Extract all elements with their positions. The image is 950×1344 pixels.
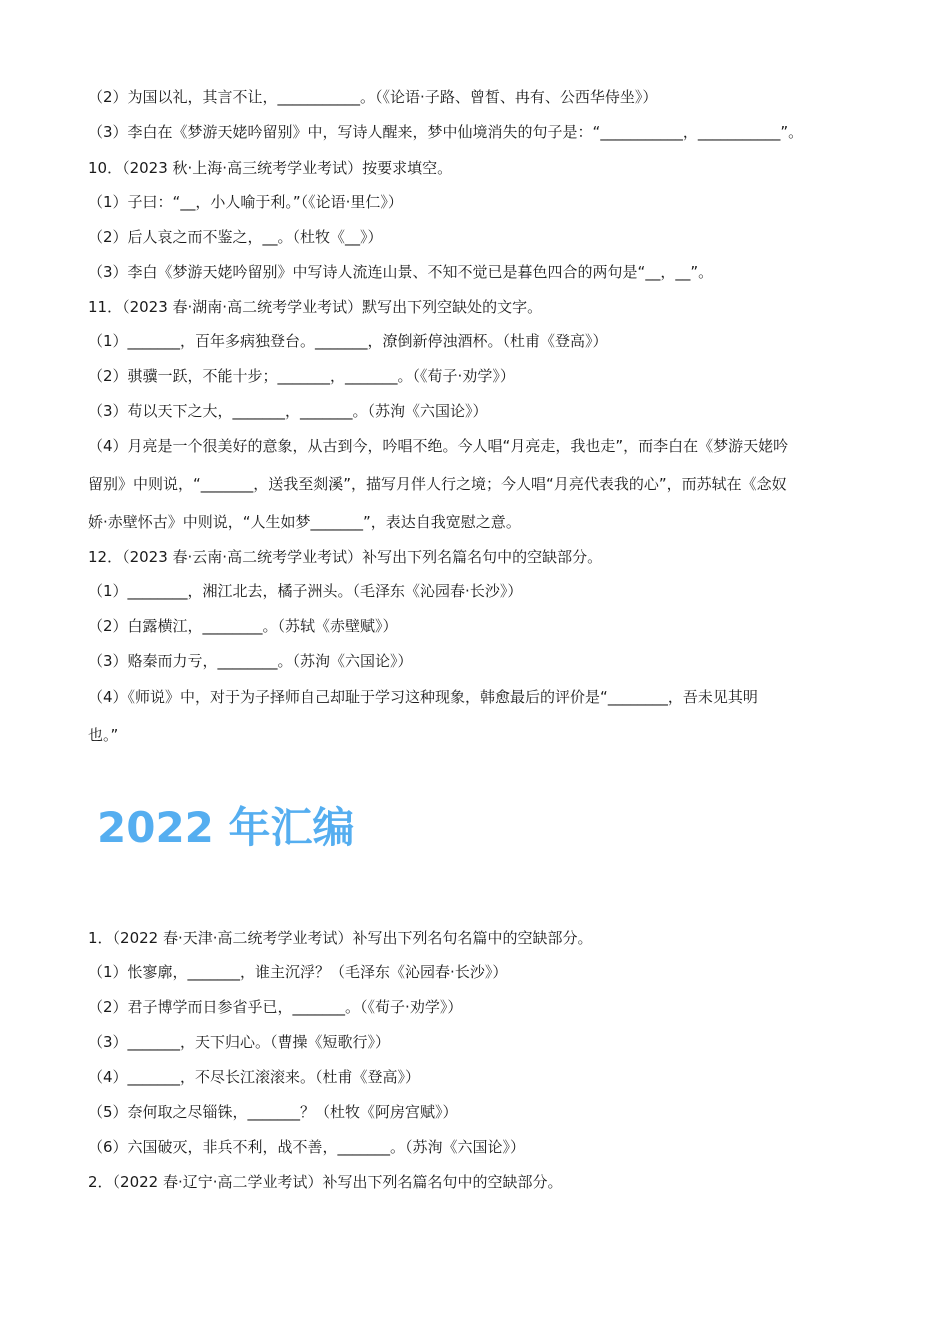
text-line: 留别》中则说，“_______，送我至剡溪”，描写月伴人行之境；今人唱“月亮代表我的心”，而苏轼在《念奴 bbox=[88, 475, 787, 493]
section-heading: 2022 年汇编 bbox=[97, 803, 355, 852]
text-line: （2）君子博学而日参省乎已，_______。（《荀子·劝学》） bbox=[88, 998, 463, 1016]
question-heading: 2．（2022 春·辽宁·高二学业考试）补写出下列名篇名句中的空缺部分。 bbox=[88, 1173, 563, 1191]
text-line: （3）赂秦而力亏，________。（苏洵《六国论》） bbox=[88, 652, 413, 670]
text-line: （3）李白《梦游天姥吟留别》中写诗人流连山景、不知不觉已是暮色四合的两句是“__，__”。 bbox=[88, 263, 714, 281]
question-heading: 1．（2022 春·天津·高二统考学业考试）补写出下列名句名篇中的空缺部分。 bbox=[88, 929, 593, 947]
text-line: （4）月亮是一个很美好的意象，从古到今，吟唱不绝。今人唱“月亮走，我也走”，而李白在《梦游天姥吟 bbox=[88, 437, 789, 455]
text-line: 娇·赤壁怀古》中则说，“人生如梦_______”，表达自我宽慰之意。 bbox=[88, 513, 521, 531]
text-line: （5）奈何取之尽锱铢，_______？（杜牧《阿房宫赋》） bbox=[88, 1103, 458, 1121]
text-line: （3）李白在《梦游天姥吟留别》中，写诗人醒来，梦中仙境消失的句子是：“___________，___________”。 bbox=[88, 123, 804, 141]
question-heading: 11．（2023 春·湖南·高二统考学业考试）默写出下列空缺处的文字。 bbox=[88, 298, 543, 316]
question-heading: 12．（2023 春·云南·高二统考学业考试）补写出下列名篇名句中的空缺部分。 bbox=[88, 548, 603, 566]
text-line: （2）白露横江，________。（苏轼《赤壁赋》） bbox=[88, 617, 398, 635]
text-line: （2）为国以礼，其言不让，___________。（《论语·子路、曾皙、冉有、公西华侍坐》） bbox=[88, 88, 658, 106]
text-line: （2）骐骥一跃，不能十步；_______，_______。（《荀子·劝学》） bbox=[88, 367, 515, 385]
text-line: （6）六国破灭，非兵不利，战不善，_______。（苏洵《六国论》） bbox=[88, 1138, 526, 1156]
text-line: （3）苟以天下之大，_______，_______。（苏洵《六国论》） bbox=[88, 402, 488, 420]
text-line: （4）_______，不尽长江滚滚来。（杜甫《登高》） bbox=[88, 1068, 421, 1086]
text-line: （1）________，湘江北去，橘子洲头。（毛泽东《沁园春·长沙》） bbox=[88, 582, 523, 600]
text-line: （2）后人哀之而不鉴之，__。（杜牧《__》） bbox=[88, 228, 383, 246]
text-line: （3）_______，天下归心。（曹操《短歌行》） bbox=[88, 1033, 391, 1051]
text-line: （1）怅寥廓，_______，谁主沉浮？（毛泽东《沁园春·长沙》） bbox=[88, 963, 508, 981]
text-line: 也。” bbox=[88, 726, 119, 744]
text-line: （1）子曰：“__，小人喻于利。”（《论语·里仁》） bbox=[88, 193, 403, 211]
text-line: （4）《师说》中，对于为子择师自己却耻于学习这种现象，韩愈最后的评价是“________，吾未见其明 bbox=[88, 688, 758, 706]
text-line: （1）_______，百年多病独登台。_______，潦倒新停浊酒杯。（杜甫《登高》） bbox=[88, 332, 608, 350]
question-heading: 10．（2023 秋·上海·高三统考学业考试）按要求填空。 bbox=[88, 159, 453, 177]
